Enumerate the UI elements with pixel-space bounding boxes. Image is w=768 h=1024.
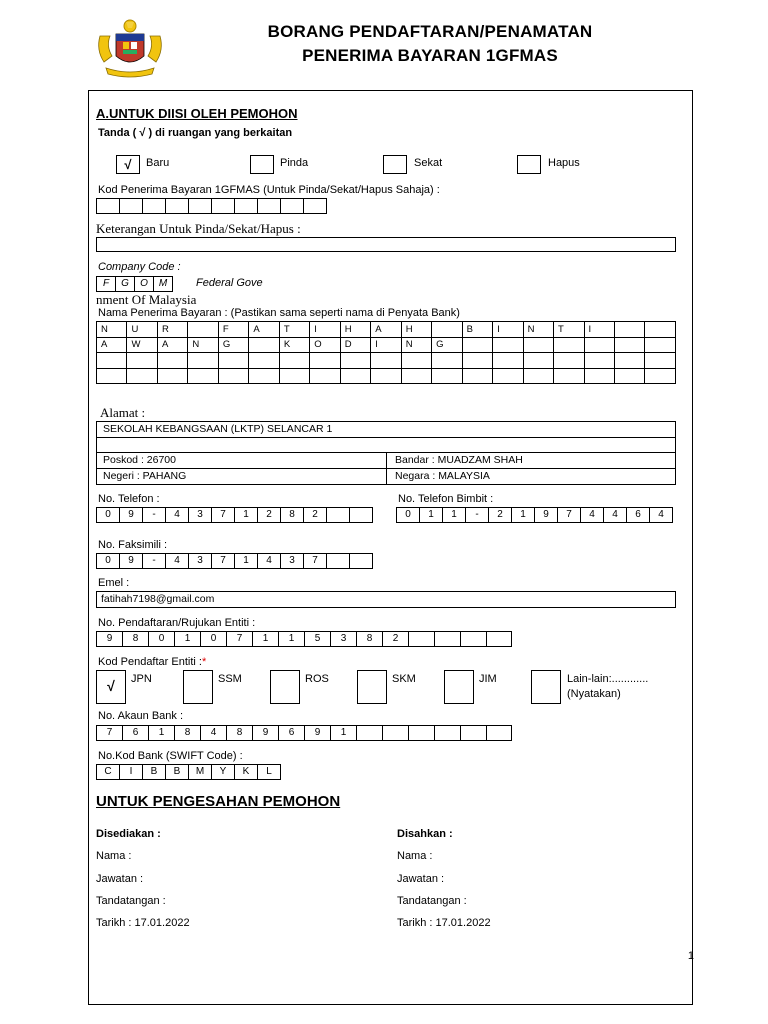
nama-cell: I xyxy=(371,337,401,353)
disahkan-nama: Nama : xyxy=(397,850,433,862)
nama-cell xyxy=(371,368,401,384)
disahkan-tarikh: Tarikh : 17.01.2022 xyxy=(397,917,491,929)
nama-cell xyxy=(157,353,187,369)
telefon-bimbit-digit: 7 xyxy=(558,507,581,523)
checkbox-ros-label: ROS xyxy=(305,673,329,685)
lain-lain-note: (Nyatakan) xyxy=(567,688,621,700)
telefon-grid[interactable] xyxy=(96,507,373,523)
nama-cell: A xyxy=(97,337,127,353)
nama-cell: R xyxy=(157,322,187,338)
nama-cell xyxy=(523,368,553,384)
nama-cell xyxy=(127,353,157,369)
disediakan-tarikh: Tarikh : 17.01.2022 xyxy=(96,917,190,929)
nama-cell: B xyxy=(462,322,492,338)
nama-cell: W xyxy=(127,337,157,353)
checkbox-pinda[interactable] xyxy=(250,155,274,174)
akaun-digit: 1 xyxy=(331,725,357,741)
nama-cell xyxy=(584,368,614,384)
nama-cell xyxy=(97,368,127,384)
company-code-grid[interactable] xyxy=(96,276,173,292)
nama-cell xyxy=(645,322,676,338)
emel-field[interactable]: fatihah7198@gmail.com xyxy=(96,591,676,608)
faksimili-label: No. Faksimili : xyxy=(98,539,168,551)
nama-cell xyxy=(340,353,370,369)
telefon-digit: 7 xyxy=(212,507,235,523)
nama-cell xyxy=(614,337,644,353)
checkbox-hapus[interactable] xyxy=(517,155,541,174)
nama-row xyxy=(97,368,676,384)
swift-char: C xyxy=(97,764,120,780)
nama-cell: D xyxy=(340,337,370,353)
akaun-digit: 8 xyxy=(175,725,201,741)
nama-cell xyxy=(554,368,584,384)
nama-cell xyxy=(432,322,462,338)
nama-cell: I xyxy=(310,322,340,338)
swift-char: L xyxy=(258,764,281,780)
nama-cell xyxy=(554,337,584,353)
pendaftaran-digit: 8 xyxy=(357,631,383,647)
pendaftaran-digit: 2 xyxy=(383,631,409,647)
pendaftaran-digit: 1 xyxy=(279,631,305,647)
telefon-digit: 3 xyxy=(189,507,212,523)
telefon-digit xyxy=(350,507,373,523)
telefon-digit: 2 xyxy=(258,507,281,523)
telefon-digit: 2 xyxy=(304,507,327,523)
disediakan-jawatan: Jawatan : xyxy=(96,873,144,885)
swift-char: I xyxy=(120,764,143,780)
nama-cell: G xyxy=(218,337,248,353)
nama-cell: N xyxy=(188,337,218,353)
checkbox-ros[interactable] xyxy=(270,670,300,704)
swift-char: K xyxy=(235,764,258,780)
telefon-bimbit-digit: 4 xyxy=(604,507,627,523)
nama-cell xyxy=(645,353,676,369)
nama-cell: G xyxy=(432,337,462,353)
swift-char: M xyxy=(189,764,212,780)
nama-row xyxy=(97,353,676,369)
negara-field[interactable]: Negara : MALAYSIA xyxy=(386,468,676,485)
nama-cell xyxy=(401,368,431,384)
telefon-bimbit-digit: 2 xyxy=(489,507,512,523)
nama-cell xyxy=(493,337,523,353)
checkbox-ssm[interactable] xyxy=(183,670,213,704)
faksimili-digit: 3 xyxy=(281,553,304,569)
pendaftaran-digit xyxy=(487,631,512,647)
nama-cell: K xyxy=(279,337,309,353)
nama-cell xyxy=(462,353,492,369)
emel-label: Emel : xyxy=(98,577,130,589)
pendaftaran-digit xyxy=(435,631,461,647)
nama-cell xyxy=(127,368,157,384)
nama-cell xyxy=(493,353,523,369)
telefon-digit: 9 xyxy=(120,507,143,523)
faksimili-digit: 4 xyxy=(166,553,189,569)
nama-cell: T xyxy=(554,322,584,338)
pendaftaran-digit xyxy=(409,631,435,647)
pendaftaran-digit: 1 xyxy=(253,631,279,647)
nama-cell: U xyxy=(127,322,157,338)
faksimili-digit: - xyxy=(143,553,166,569)
akaun-digit xyxy=(487,725,512,741)
nama-cell xyxy=(157,368,187,384)
pendaftaran-digit: 9 xyxy=(97,631,123,647)
nama-cell xyxy=(188,322,218,338)
disediakan-tandatangan: Tandatangan : xyxy=(96,895,166,907)
nama-cell xyxy=(279,353,309,369)
telefon-bimbit-grid[interactable] xyxy=(396,507,673,523)
nama-cell: N xyxy=(97,322,127,338)
nama-cell xyxy=(523,353,553,369)
nama-cell: I xyxy=(493,322,523,338)
akaun-digit: 7 xyxy=(97,725,123,741)
nama-penerima-label: Nama Penerima Bayaran : (Pastikan sama seperti nama di Penyata Bank) xyxy=(98,307,460,319)
pendaftaran-digit xyxy=(461,631,487,647)
keterangan-label: Keterangan Untuk Pinda/Sekat/Hapus : xyxy=(96,221,301,236)
akaun-digit: 6 xyxy=(279,725,305,741)
nama-row xyxy=(97,322,676,338)
checkbox-baru-label: Baru xyxy=(146,157,170,169)
telefon-bimbit-digit: 4 xyxy=(581,507,604,523)
pengesahan-title: UNTUK PENGESAHAN PEMOHON xyxy=(96,793,341,810)
akaun-digit: 1 xyxy=(149,725,175,741)
akaun-digit xyxy=(383,725,409,741)
telefon-bimbit-label: No. Telefon Bimbit : xyxy=(398,493,494,505)
keterangan-field[interactable] xyxy=(96,237,676,252)
nama-cell xyxy=(97,353,127,369)
checkbox-baru[interactable]: √ xyxy=(116,155,140,174)
disahkan-tandatangan: Tandatangan : xyxy=(397,895,467,907)
pendaftaran-grid[interactable] xyxy=(96,631,512,647)
disediakan-nama: Nama : xyxy=(96,850,132,862)
nama-cell xyxy=(554,353,584,369)
akaun-bank-label xyxy=(98,710,183,722)
nama-cell xyxy=(432,368,462,384)
checkbox-sekat-label: Sekat xyxy=(414,157,443,169)
poskod-field[interactable]: Poskod : 26700 xyxy=(96,452,387,469)
nama-cell xyxy=(188,353,218,369)
company-name-part1: Federal Gove xyxy=(196,277,263,289)
pendaftaran-label: No. Pendaftaran/Rujukan Entiti : xyxy=(98,617,256,629)
telefon-digit: - xyxy=(143,507,166,523)
nama-cell xyxy=(218,353,248,369)
alamat-label: Alamat : xyxy=(100,405,146,420)
checkbox-hapus-label: Hapus xyxy=(548,157,580,169)
disediakan-heading: Disediakan : xyxy=(96,828,161,840)
telefon-bimbit-digit: 1 xyxy=(443,507,466,523)
form-title-line1: BORANG PENDAFTARAN/PENAMATAN xyxy=(267,22,593,41)
akaun-bank-grid[interactable] xyxy=(96,725,512,741)
telefon-digit: 1 xyxy=(235,507,258,523)
nama-row xyxy=(97,337,676,353)
akaun-digit xyxy=(409,725,435,741)
company-code-char: F xyxy=(97,276,116,292)
section-a-title: A.UNTUK DIISI OLEH PEMOHON xyxy=(96,106,298,121)
nama-cell xyxy=(614,368,644,384)
swift-char: B xyxy=(143,764,166,780)
telefon-digit: 0 xyxy=(97,507,120,523)
telefon-bimbit-digit: 1 xyxy=(512,507,535,523)
faksimili-digit xyxy=(350,553,373,569)
nama-cell: N xyxy=(523,322,553,338)
nama-cell xyxy=(432,353,462,369)
akaun-digit: 9 xyxy=(253,725,279,741)
nama-cell xyxy=(249,368,279,384)
form-title-line2: PENERIMA BAYARAN 1GFMAS xyxy=(302,46,558,65)
nama-cell xyxy=(279,368,309,384)
nama-cell: I xyxy=(584,322,614,338)
bandar-field[interactable]: Bandar : MUADZAM SHAH xyxy=(386,452,676,469)
disahkan-heading: Disahkan : xyxy=(397,828,453,840)
pendaftaran-digit: 7 xyxy=(227,631,253,647)
nama-penerima-grid[interactable] xyxy=(96,321,676,384)
checkbox-lain-lain[interactable] xyxy=(531,670,561,704)
swift-label: No.Kod Bank (SWIFT Code) : xyxy=(98,750,243,762)
negeri-field[interactable]: Negeri : PAHANG xyxy=(96,468,387,485)
faksimili-digit: 7 xyxy=(304,553,327,569)
checkbox-ssm-label: SSM xyxy=(218,673,242,685)
telefon-bimbit-digit: - xyxy=(466,507,489,523)
telefon-bimbit-digit: 0 xyxy=(397,507,420,523)
nama-cell xyxy=(645,337,676,353)
nama-cell xyxy=(462,368,492,384)
swift-grid[interactable] xyxy=(96,764,281,780)
nama-cell xyxy=(310,368,340,384)
faksimili-digit: 4 xyxy=(258,553,281,569)
nama-cell: N xyxy=(401,337,431,353)
required-asterisk: * xyxy=(201,656,207,668)
kod-pendaftar-label-text: Kod Pendaftar Entiti : xyxy=(98,656,202,668)
telefon-bimbit-digit: 9 xyxy=(535,507,558,523)
checkbox-skm-label: SKM xyxy=(392,673,416,685)
checkbox-jim[interactable] xyxy=(444,670,474,704)
faksimili-digit: 9 xyxy=(120,553,143,569)
nama-cell xyxy=(340,368,370,384)
swift-char: Y xyxy=(212,764,235,780)
pendaftaran-digit: 1 xyxy=(175,631,201,647)
pendaftaran-digit: 8 xyxy=(123,631,149,647)
page-number: 1 xyxy=(687,950,694,962)
nama-cell xyxy=(249,337,279,353)
nama-cell xyxy=(614,322,644,338)
telefon-digit: 4 xyxy=(166,507,189,523)
nama-cell xyxy=(584,353,614,369)
nama-cell: A xyxy=(157,337,187,353)
telefon-bimbit-digit: 1 xyxy=(420,507,443,523)
nama-cell xyxy=(371,353,401,369)
telefon-digit xyxy=(327,507,350,523)
kod-pendaftar-label xyxy=(98,656,206,668)
nama-cell xyxy=(401,353,431,369)
checkbox-jim-label: JIM xyxy=(479,673,497,685)
alamat-line2[interactable] xyxy=(96,437,676,453)
pendaftaran-digit: 0 xyxy=(149,631,175,647)
checkbox-lain-lain-label: Lain-lain:............ xyxy=(567,673,649,685)
akaun-digit xyxy=(461,725,487,741)
akaun-digit: 8 xyxy=(227,725,253,741)
pendaftaran-digit: 5 xyxy=(305,631,331,647)
telefon-bimbit-digit: 6 xyxy=(627,507,650,523)
company-code-char: G xyxy=(116,276,135,292)
nama-cell xyxy=(523,337,553,353)
faksimili-digit: 1 xyxy=(235,553,258,569)
alamat-line1[interactable]: SEKOLAH KEBANGSAAN (LKTP) SELANCAR 1 xyxy=(96,421,676,438)
akaun-digit: 6 xyxy=(123,725,149,741)
checkbox-skm[interactable] xyxy=(357,670,387,704)
kod-penerima-grid[interactable] xyxy=(96,198,327,214)
instruction-text: Tanda ( √ ) di ruangan yang berkaitan xyxy=(98,127,293,139)
faksimili-digit xyxy=(327,553,350,569)
nama-cell: T xyxy=(279,322,309,338)
checkbox-jpn-label: JPN xyxy=(131,673,152,685)
akaun-digit: 9 xyxy=(305,725,331,741)
nama-cell xyxy=(310,353,340,369)
nama-cell: A xyxy=(249,322,279,338)
telefon-digit: 8 xyxy=(281,507,304,523)
nama-cell: O xyxy=(310,337,340,353)
nama-cell xyxy=(462,337,492,353)
nama-cell xyxy=(584,337,614,353)
faksimili-digit: 7 xyxy=(212,553,235,569)
nama-cell xyxy=(493,368,523,384)
akaun-digit xyxy=(435,725,461,741)
nama-cell xyxy=(188,368,218,384)
company-name-part2: nment Of Malaysia xyxy=(96,292,197,307)
nama-cell: A xyxy=(371,322,401,338)
company-code-label: Company Code : xyxy=(98,261,181,273)
checkbox-sekat[interactable] xyxy=(383,155,407,174)
checkbox-jpn[interactable]: √ xyxy=(96,670,126,704)
nama-cell: H xyxy=(340,322,370,338)
pendaftaran-digit: 0 xyxy=(201,631,227,647)
nama-cell xyxy=(645,368,676,384)
nama-cell: H xyxy=(401,322,431,338)
faksimili-grid[interactable] xyxy=(96,553,373,569)
company-code-char: M xyxy=(154,276,173,292)
faksimili-digit: 3 xyxy=(189,553,212,569)
akaun-digit: 4 xyxy=(201,725,227,741)
nama-cell xyxy=(218,368,248,384)
nama-cell: F xyxy=(218,322,248,338)
nama-cell xyxy=(614,353,644,369)
akaun-digit xyxy=(357,725,383,741)
company-code-char: O xyxy=(135,276,154,292)
swift-char: B xyxy=(166,764,189,780)
nama-cell xyxy=(249,353,279,369)
kod-penerima-label: Kod Penerima Bayaran 1GFMAS (Untuk Pinda/Sekat/Hapus Sahaja) : xyxy=(98,184,440,196)
akaun-bank-label-text: No. Akaun Bank : xyxy=(98,710,183,722)
coat-of-arms-logo xyxy=(94,16,166,80)
checkbox-pinda-label: Pinda xyxy=(280,157,309,169)
telefon-bimbit-digit: 4 xyxy=(650,507,673,523)
pendaftaran-digit: 3 xyxy=(331,631,357,647)
telefon-label: No. Telefon : xyxy=(98,493,160,505)
disahkan-jawatan: Jawatan : xyxy=(397,873,445,885)
faksimili-digit: 0 xyxy=(97,553,120,569)
